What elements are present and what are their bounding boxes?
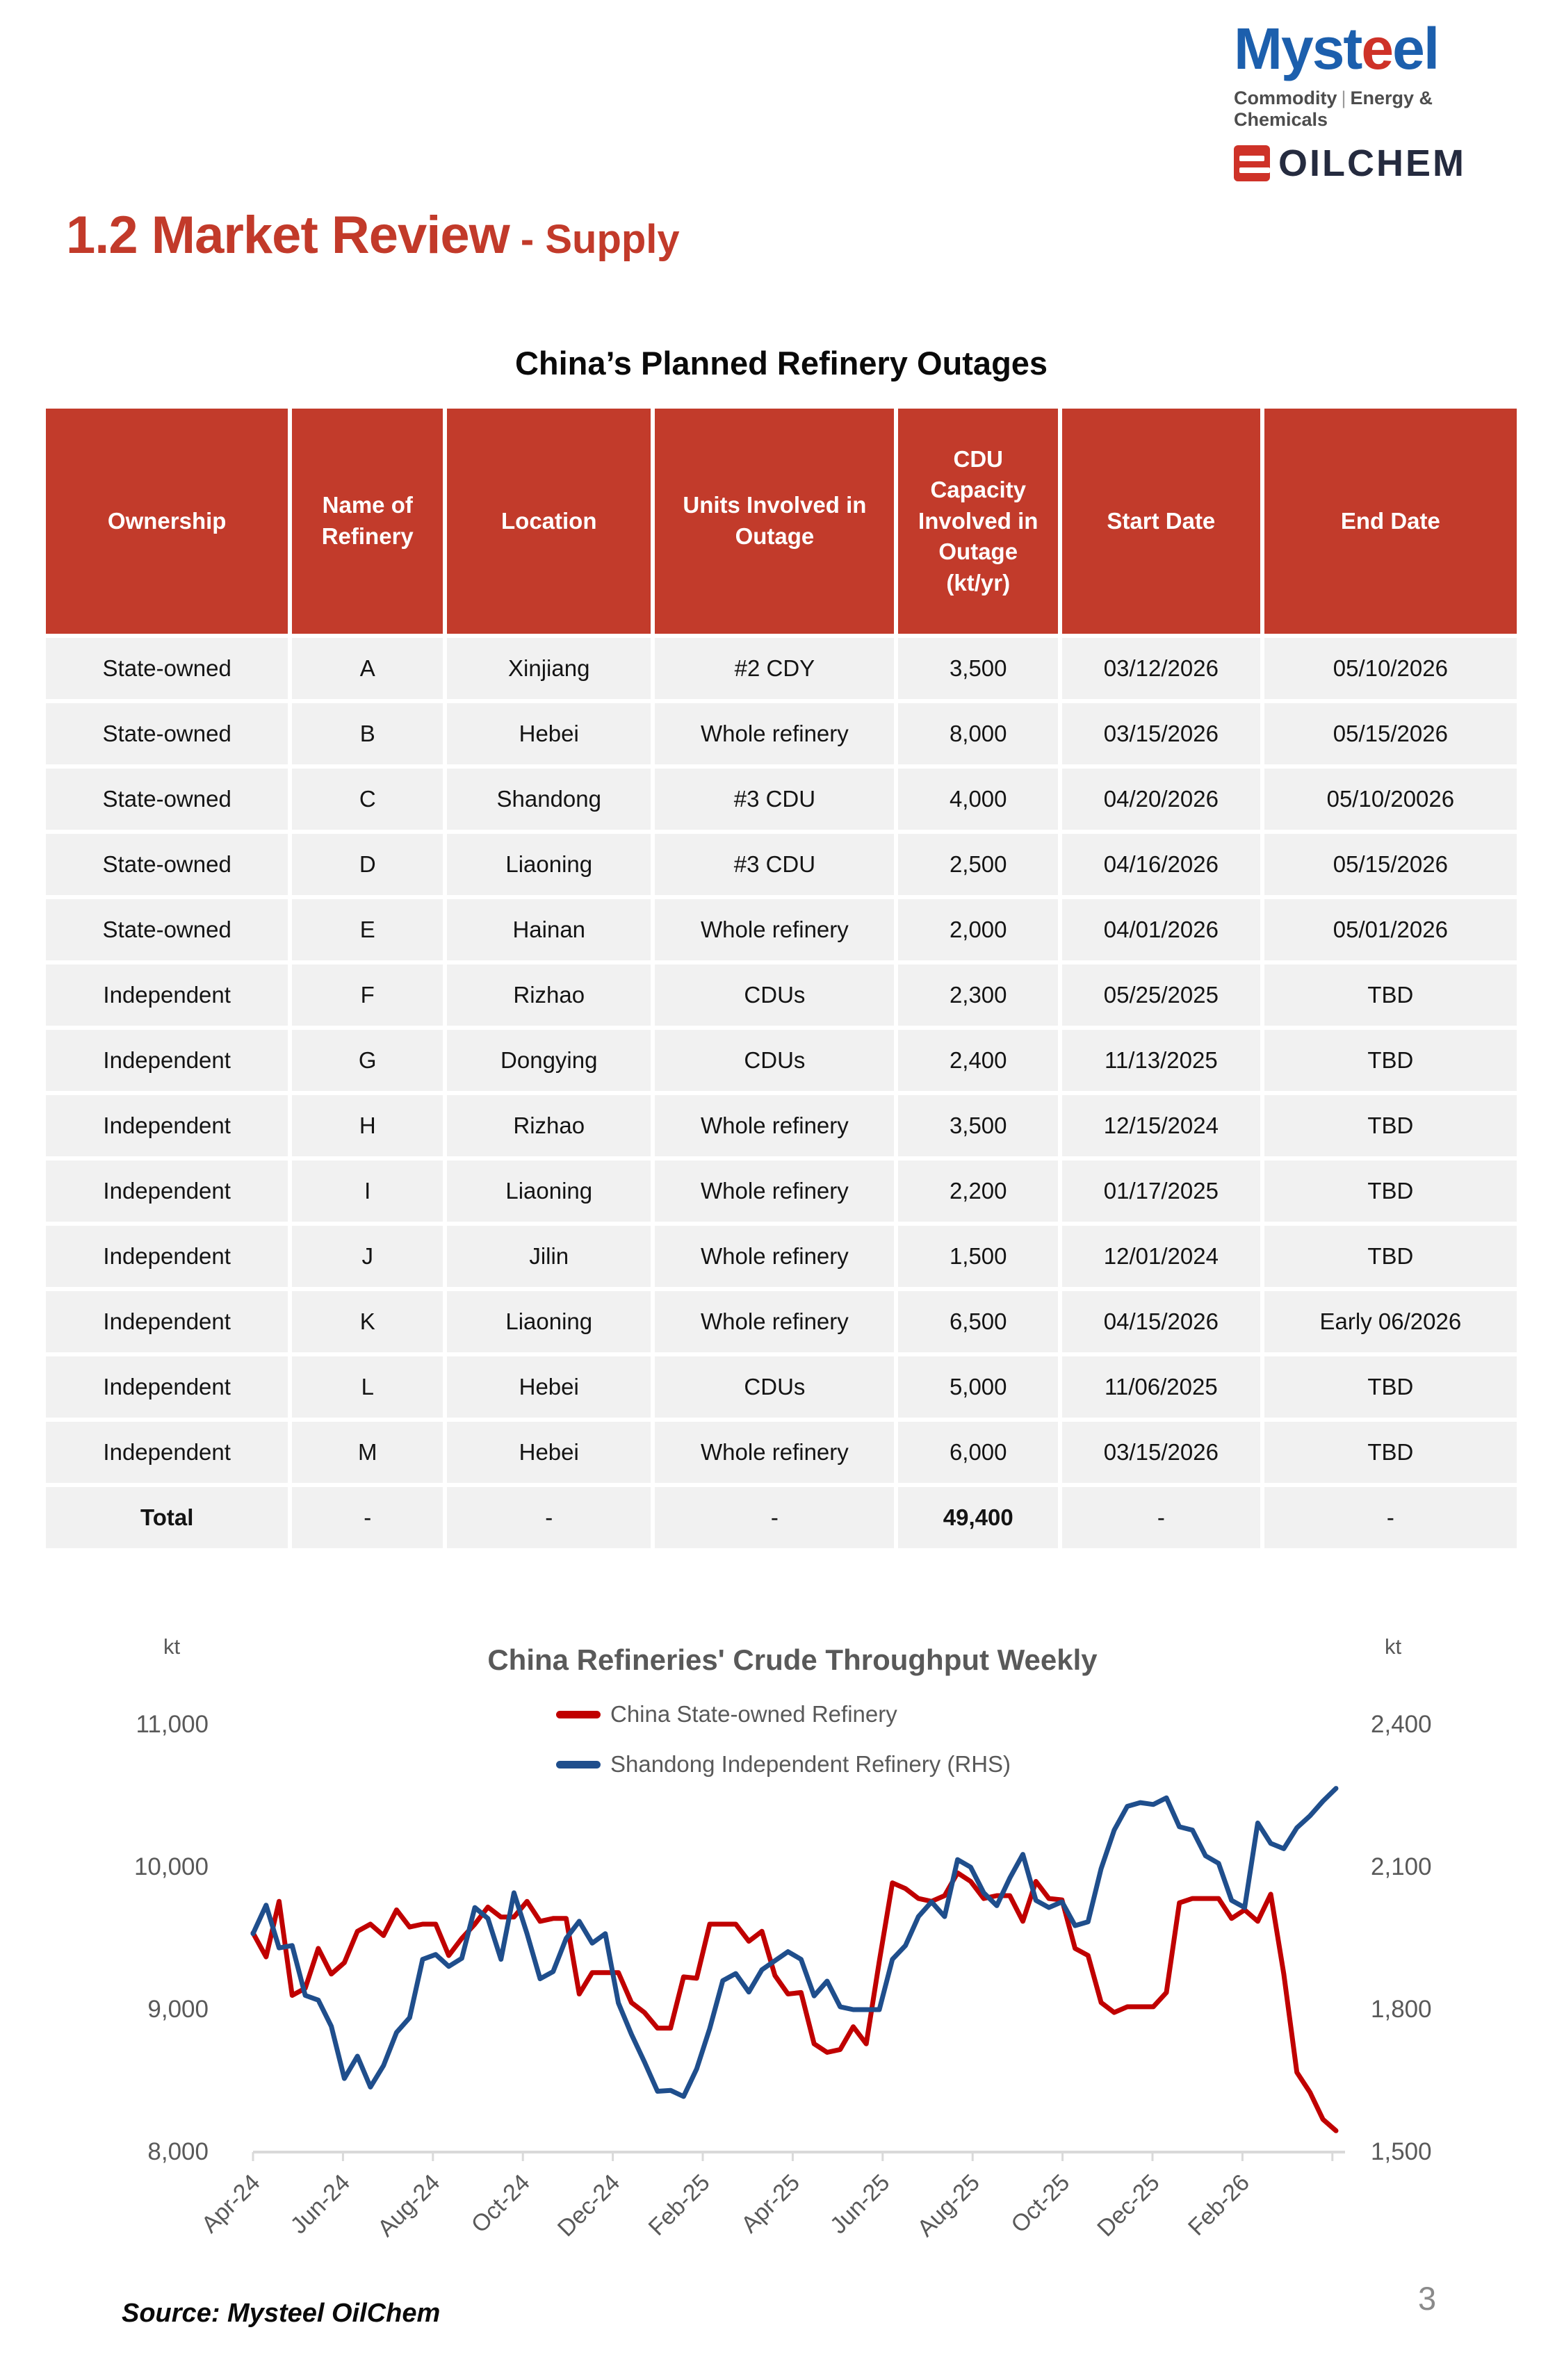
table-row xyxy=(44,832,1519,897)
cell-location: Hebei xyxy=(445,701,653,766)
table-row xyxy=(44,962,1519,1028)
cell-end-date: TBD xyxy=(1262,1420,1519,1485)
cell-end-date: 05/15/2026 xyxy=(1262,701,1519,766)
x-tick-label: Feb-26 xyxy=(1183,2169,1255,2241)
cell-location: Rizhao xyxy=(445,1093,653,1158)
cell-units: CDUs xyxy=(653,1028,896,1093)
x-tick-label: Feb-25 xyxy=(643,2169,715,2241)
cell-capacity: 2,400 xyxy=(896,1028,1060,1093)
cell-units: Whole refinery xyxy=(653,1289,896,1354)
cell-units: Whole refinery xyxy=(653,1093,896,1158)
table-row xyxy=(44,1485,1519,1550)
mysteel-logo-prefix: Myst xyxy=(1234,16,1362,81)
cell-refinery-name: C xyxy=(290,766,445,832)
cell-capacity: 49,400 xyxy=(896,1485,1060,1550)
x-tick-label: Jun-24 xyxy=(285,2169,356,2240)
cell-refinery-name: L xyxy=(290,1354,445,1420)
tagline-left: Commodity xyxy=(1234,88,1337,108)
right-axis-tick-label: 1,500 xyxy=(1371,2138,1432,2165)
cell-start-date: 05/25/2025 xyxy=(1060,962,1262,1028)
legend-swatch-blue xyxy=(556,1761,601,1768)
cell-ownership: State-owned xyxy=(44,636,290,701)
cell-location: - xyxy=(445,1485,653,1550)
cell-end-date: TBD xyxy=(1262,1028,1519,1093)
cell-ownership: Independent xyxy=(44,962,290,1028)
table-row xyxy=(44,1028,1519,1093)
cell-location: Shandong xyxy=(445,766,653,832)
cell-units: #3 CDU xyxy=(653,766,896,832)
x-tick-label: Jun-25 xyxy=(825,2169,895,2240)
table-row xyxy=(44,897,1519,962)
right-axis-unit-label: kt xyxy=(1385,1634,1402,1659)
cell-start-date: 04/15/2026 xyxy=(1060,1289,1262,1354)
crude-throughput-chart xyxy=(97,1619,1467,2244)
cell-ownership: Independent xyxy=(44,1354,290,1420)
cell-units: Whole refinery xyxy=(653,897,896,962)
cell-units: Whole refinery xyxy=(653,701,896,766)
cell-units: #3 CDU xyxy=(653,832,896,897)
cell-end-date: 05/15/2026 xyxy=(1262,832,1519,897)
cell-end-date: 05/10/2026 xyxy=(1262,636,1519,701)
mysteel-logo xyxy=(1234,16,1526,81)
cell-ownership: Independent xyxy=(44,1420,290,1485)
cell-end-date: 05/01/2026 xyxy=(1262,897,1519,962)
cell-capacity: 2,000 xyxy=(896,897,1060,962)
right-axis-tick-label: 1,800 xyxy=(1371,1996,1432,2023)
cell-capacity: 1,500 xyxy=(896,1224,1060,1289)
cell-start-date: 04/16/2026 xyxy=(1060,832,1262,897)
cell-ownership: State-owned xyxy=(44,897,290,962)
cell-capacity: 5,000 xyxy=(896,1354,1060,1420)
left-axis-tick-label: 11,000 xyxy=(136,1711,209,1738)
legend-item-shandong xyxy=(556,1751,1011,1778)
cell-start-date: 01/17/2025 xyxy=(1060,1158,1262,1224)
table-row xyxy=(44,701,1519,766)
cell-capacity: 3,500 xyxy=(896,1093,1060,1158)
cell-units: Whole refinery xyxy=(653,1420,896,1485)
cell-capacity: 2,500 xyxy=(896,832,1060,897)
tagline-separator: | xyxy=(1341,88,1346,108)
x-tick-label: Dec-24 xyxy=(552,2169,626,2242)
cell-start-date: 04/01/2026 xyxy=(1060,897,1262,962)
cell-ownership: Independent xyxy=(44,1028,290,1093)
page-title-sub: - Supply xyxy=(509,217,680,262)
table-row xyxy=(44,636,1519,701)
table-row xyxy=(44,1354,1519,1420)
cell-end-date: TBD xyxy=(1262,1354,1519,1420)
cell-units: Whole refinery xyxy=(653,1158,896,1224)
cell-units: CDUs xyxy=(653,1354,896,1420)
cell-end-date: - xyxy=(1262,1485,1519,1550)
cell-ownership: State-owned xyxy=(44,701,290,766)
cell-end-date: TBD xyxy=(1262,1158,1519,1224)
left-axis-tick-label: 9,000 xyxy=(147,1996,209,2023)
cell-start-date: 11/13/2025 xyxy=(1060,1028,1262,1093)
mysteel-logo-red-letter: e xyxy=(1361,16,1393,81)
x-tick-label: Aug-24 xyxy=(373,2169,446,2242)
table-row xyxy=(44,766,1519,832)
cell-location: Liaoning xyxy=(445,1158,653,1224)
cell-ownership: Independent xyxy=(44,1289,290,1354)
x-tick-label: Oct-25 xyxy=(1006,2169,1075,2238)
cell-start-date: 04/20/2026 xyxy=(1060,766,1262,832)
cell-refinery-name: J xyxy=(290,1224,445,1289)
table-header-cell: Units Involved in Outage xyxy=(653,407,896,636)
table-header-row xyxy=(44,407,1519,636)
legend-label-state-owned: China State-owned Refinery xyxy=(610,1701,897,1727)
page-title xyxy=(66,205,680,265)
cell-capacity: 6,500 xyxy=(896,1289,1060,1354)
cell-refinery-name: G xyxy=(290,1028,445,1093)
oilchem-icon xyxy=(1234,145,1270,181)
cell-capacity: 2,200 xyxy=(896,1158,1060,1224)
table-row xyxy=(44,1158,1519,1224)
refinery-outage-table xyxy=(44,407,1519,1550)
table-header-cell: Name of Refinery xyxy=(290,407,445,636)
legend-item-state-owned xyxy=(556,1701,1011,1727)
cell-capacity: 6,000 xyxy=(896,1420,1060,1485)
table-title: China’s Planned Refinery Outages xyxy=(514,345,1048,381)
cell-start-date: 11/06/2025 xyxy=(1060,1354,1262,1420)
table-header-cell: Location xyxy=(445,407,653,636)
cell-location: Xinjiang xyxy=(445,636,653,701)
cell-location: Liaoning xyxy=(445,832,653,897)
x-tick-label: Apr-24 xyxy=(196,2169,266,2238)
table-header-cell: Start Date xyxy=(1060,407,1262,636)
table-header-cell: Ownership xyxy=(44,407,290,636)
cell-ownership: Independent xyxy=(44,1158,290,1224)
chart-legend xyxy=(556,1701,1011,1801)
cell-end-date: Early 06/2026 xyxy=(1262,1289,1519,1354)
cell-location: Liaoning xyxy=(445,1289,653,1354)
left-axis-unit-label: kt xyxy=(163,1634,181,1659)
table-header-cell: End Date xyxy=(1262,407,1519,636)
cell-start-date: 12/15/2024 xyxy=(1060,1093,1262,1158)
cell-start-date: - xyxy=(1060,1485,1262,1550)
table-row xyxy=(44,1420,1519,1485)
cell-location: Dongying xyxy=(445,1028,653,1093)
chart-title: China Refineries' Crude Throughput Weekly xyxy=(487,1643,1098,1676)
x-tick-label: Oct-24 xyxy=(466,2169,535,2238)
left-axis-tick-label: 10,000 xyxy=(133,1853,209,1880)
cell-refinery-name: H xyxy=(290,1093,445,1158)
cell-units: CDUs xyxy=(653,962,896,1028)
mysteel-logo-suffix: el xyxy=(1392,16,1439,81)
cell-ownership: State-owned xyxy=(44,766,290,832)
cell-end-date: TBD xyxy=(1262,1224,1519,1289)
cell-capacity: 2,300 xyxy=(896,962,1060,1028)
table-header xyxy=(44,407,1519,636)
cell-start-date: 12/01/2024 xyxy=(1060,1224,1262,1289)
oilchem-logo xyxy=(1234,142,1526,185)
cell-location: Jilin xyxy=(445,1224,653,1289)
left-axis-tick-label: 8,000 xyxy=(147,2138,209,2165)
tagline-right: Energy & Chemicals xyxy=(1234,88,1433,130)
cell-refinery-name: F xyxy=(290,962,445,1028)
legend-label-shandong: Shandong Independent Refinery (RHS) xyxy=(610,1751,1011,1777)
table-row xyxy=(44,1093,1519,1158)
cell-end-date: TBD xyxy=(1262,962,1519,1028)
right-axis-tick-label: 2,400 xyxy=(1371,1711,1432,1738)
cell-start-date: 03/12/2026 xyxy=(1060,636,1262,701)
cell-units: Whole refinery xyxy=(653,1224,896,1289)
brand-tagline xyxy=(1234,88,1526,131)
cell-capacity: 8,000 xyxy=(896,701,1060,766)
cell-capacity: 4,000 xyxy=(896,766,1060,832)
cell-ownership: Total xyxy=(44,1485,290,1550)
cell-ownership: Independent xyxy=(44,1224,290,1289)
cell-units: - xyxy=(653,1485,896,1550)
cell-ownership: State-owned xyxy=(44,832,290,897)
cell-refinery-name: K xyxy=(290,1289,445,1354)
legend-swatch-red xyxy=(556,1711,601,1718)
cell-refinery-name: M xyxy=(290,1420,445,1485)
cell-refinery-name: A xyxy=(290,636,445,701)
table-header-cell: CDU Capacity Involved in Outage (kt/yr) xyxy=(896,407,1060,636)
cell-start-date: 03/15/2026 xyxy=(1060,1420,1262,1485)
cell-capacity: 3,500 xyxy=(896,636,1060,701)
x-tick-label: Aug-25 xyxy=(912,2169,985,2242)
cell-start-date: 03/15/2026 xyxy=(1060,701,1262,766)
cell-location: Hebei xyxy=(445,1354,653,1420)
x-tick-label: Dec-25 xyxy=(1092,2169,1165,2242)
cell-ownership: Independent xyxy=(44,1093,290,1158)
cell-location: Rizhao xyxy=(445,962,653,1028)
cell-refinery-name: - xyxy=(290,1485,445,1550)
outage-table-body xyxy=(44,636,1519,1550)
cell-refinery-name: I xyxy=(290,1158,445,1224)
right-axis-tick-label: 2,100 xyxy=(1371,1853,1432,1880)
cell-refinery-name: D xyxy=(290,832,445,897)
table-row xyxy=(44,1289,1519,1354)
cell-refinery-name: E xyxy=(290,897,445,962)
cell-location: Hebei xyxy=(445,1420,653,1485)
page-title-main: 1.2 Market Review xyxy=(66,206,510,265)
table-row xyxy=(44,1224,1519,1289)
cell-location: Hainan xyxy=(445,897,653,962)
source-note: Source: Mysteel OilChem xyxy=(122,2299,441,2328)
cell-end-date: 05/10/20026 xyxy=(1262,766,1519,832)
oilchem-wordmark: OILCHEM xyxy=(1278,142,1466,184)
cell-end-date: TBD xyxy=(1262,1093,1519,1158)
brand-logo xyxy=(1234,16,1526,185)
x-tick-label: Apr-25 xyxy=(736,2169,806,2238)
cell-refinery-name: B xyxy=(290,701,445,766)
cell-units: #2 CDY xyxy=(653,636,896,701)
page-number: 3 xyxy=(1418,2280,1437,2317)
